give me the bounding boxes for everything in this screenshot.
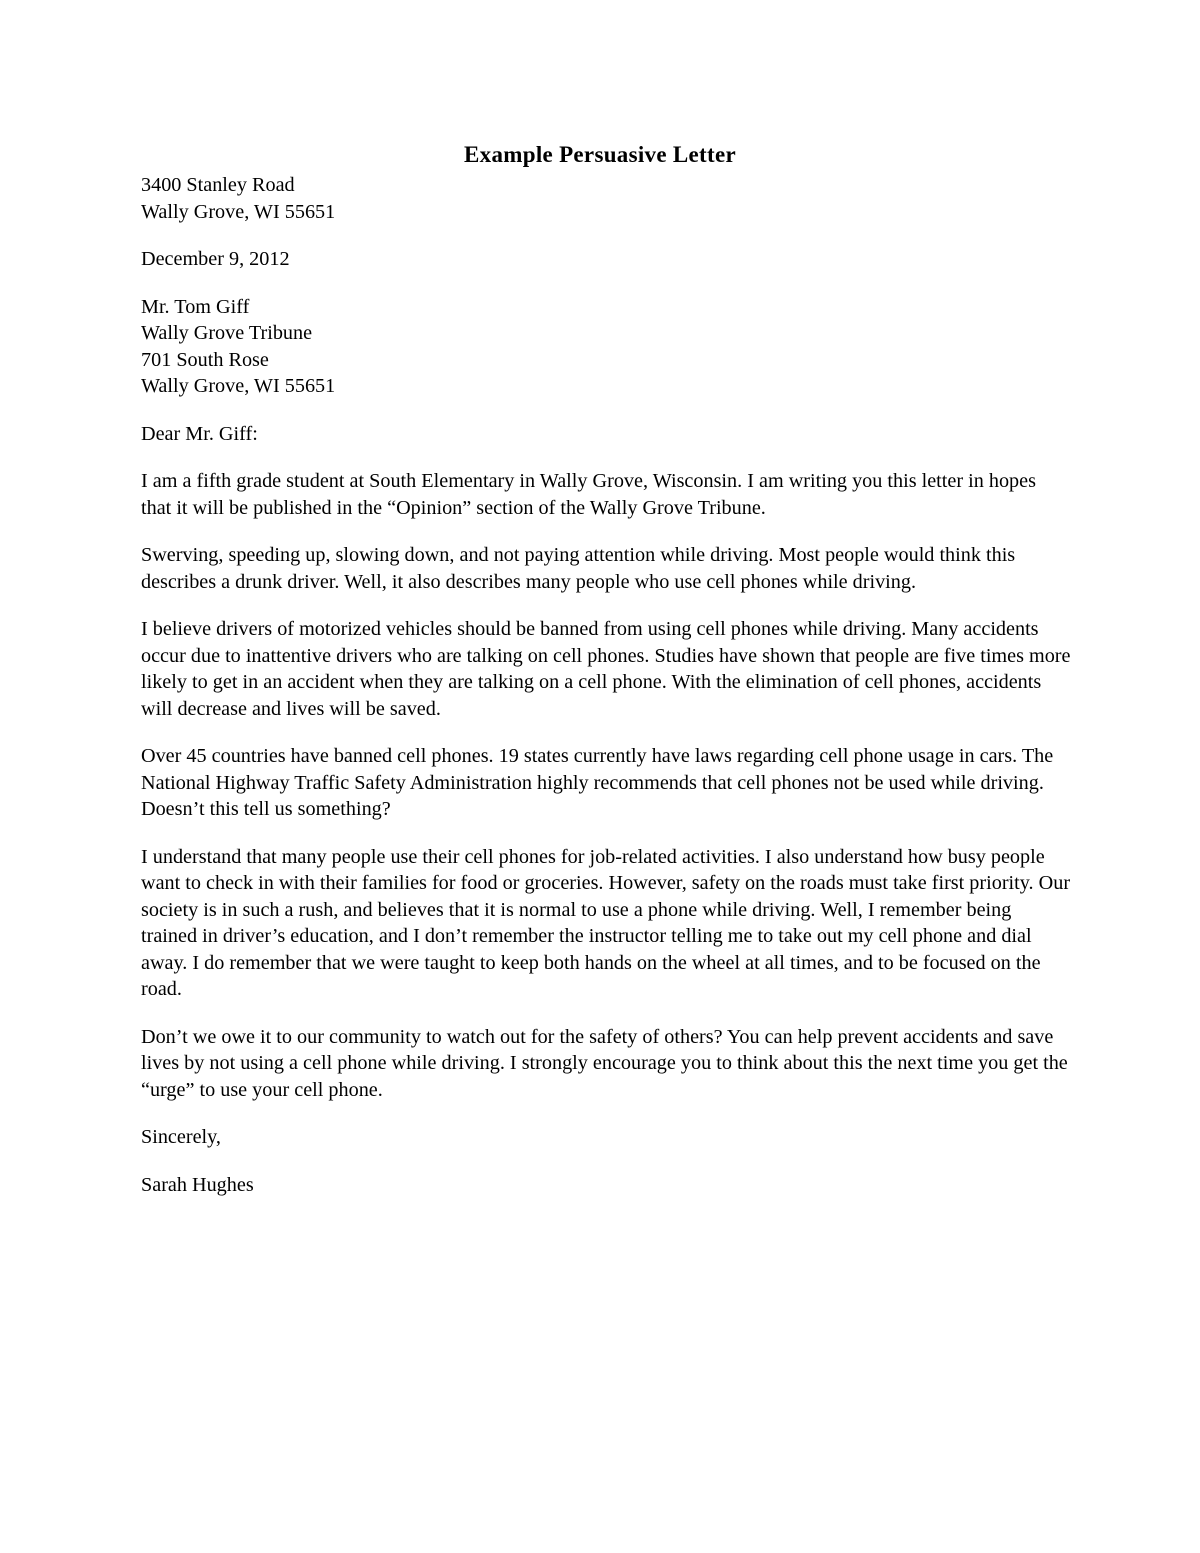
closing: Sincerely, — [141, 1126, 221, 1148]
letter-date: December 9, 2012 — [141, 248, 290, 270]
recipient-line: Mr. Tom Giff — [141, 295, 250, 318]
body-paragraph: Swerving, speeding up, slowing down, and not paying attention while driving. Most people would think this describes a drunk driver. Well, it also describes many people who use cell phones while driving. — [141, 544, 1016, 593]
recipient-address — [141, 294, 1071, 400]
recipient-line: Wally Grove Tribune — [141, 322, 313, 344]
signature: Sarah Hughes — [141, 1173, 254, 1196]
body-paragraph: I am a fifth grade student at South Elementary in Wally Grove, Wisconsin. I am writing you this letter in hopes that it will be published in the “Opinion” section of the Wally Grove Tribune. — [141, 470, 1036, 519]
body-paragraph: I believe drivers of motorized vehicles should be banned from using cell phones while driving. Many accidents occur due to inattentive drivers who are talking on cell phones. Studies have shown that people are five times more likely to get in an accident when they are talking on a cell phone. With the elimination of cell phones, accidents will decrease and lives will be saved. — [141, 618, 1071, 720]
recipient-line: Wally Grove, WI 55651 — [141, 375, 336, 397]
sender-address-line: 3400 Stanley Road — [141, 174, 295, 196]
body-paragraph: Don’t we owe it to our community to watch out for the safety of others? You can help prevent accidents and save lives by not using a cell phone while driving. I strongly encourage you to think about this the next time you get the “urge” to use your cell phone. — [141, 1025, 1068, 1101]
sender-address — [141, 172, 1071, 225]
body-paragraph: I understand that many people use their cell phones for job-related activities. I also understand how busy people want to check in with their families for food or groceries. However, safety on the roads must take first priority. Our society is in such a rush, and believes that it is normal to use a phone while driving. Well, I remember being trained in driver’s education, and I don’t remember the instructor telling me to take out my cell phone and dial away. I do remember that we were taught to keep both hands on the wheel at all times, and to be focused on the road. — [141, 845, 1071, 1000]
salutation: Dear Mr. Giff: — [141, 422, 258, 445]
letter-body — [141, 172, 1071, 1219]
recipient-line: 701 South Rose — [141, 348, 269, 371]
sender-address-line: Wally Grove, WI 55651 — [141, 200, 336, 223]
document-title: Example Persuasive Letter — [464, 142, 736, 167]
body-paragraph: Over 45 countries have banned cell phones. 19 states currently have laws regarding cell phone usage in cars. The National Highway Traffic Safety Administration highly recommends that cell phones not be used while driving. Doesn’t this tell us something? — [141, 745, 1054, 820]
